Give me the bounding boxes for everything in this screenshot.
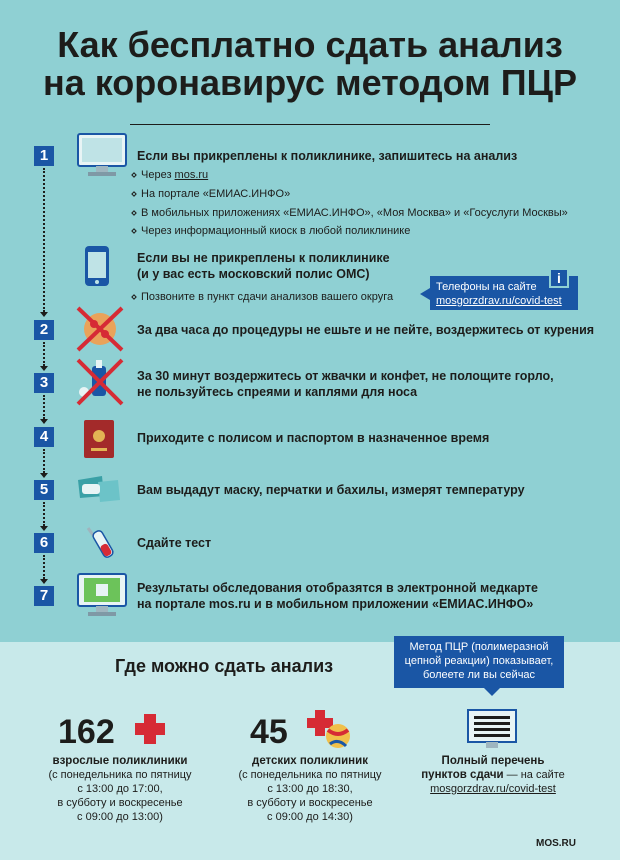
child-hours: с 13:00 до 18:30, bbox=[267, 783, 353, 795]
heading-line: (и у вас есть московский полис ОМС) bbox=[137, 267, 370, 281]
step-connector bbox=[43, 449, 45, 473]
step-3-heading bbox=[137, 368, 554, 400]
step-1-bullet bbox=[131, 187, 290, 201]
bullet-text: Позвоните в пункт сдачи анализов вашего округа bbox=[141, 291, 394, 303]
arrow-down-icon bbox=[40, 473, 48, 478]
where-heading: Где можно сдать анализ bbox=[115, 656, 334, 676]
step-number-2: 2 bbox=[34, 320, 54, 340]
bullet-text: На портале «ЕМИАС.ИНФО» bbox=[141, 188, 291, 200]
heading-line: Результаты обследования отобразятся в электронной медкарте bbox=[137, 581, 538, 595]
child-hours: (с понедельника по пятницу bbox=[238, 769, 382, 781]
arrow-down-icon bbox=[40, 419, 48, 424]
not-attached-heading bbox=[137, 250, 390, 282]
computer-monitor-icon bbox=[74, 130, 130, 178]
adult-hours: с 13:00 до 17:00, bbox=[77, 783, 163, 795]
bullet-icon bbox=[131, 172, 137, 178]
step-2-heading: За два часа до процедуры не ешьте и не пейте, воздержитесь от курения bbox=[137, 323, 595, 337]
test-tube-icon bbox=[80, 522, 120, 564]
bullet-icon bbox=[131, 294, 137, 300]
step-1-bullet bbox=[131, 224, 410, 238]
step-number-7: 7 bbox=[34, 586, 54, 606]
child-count: 45 bbox=[250, 713, 288, 751]
step-6-heading: Сдайте тест bbox=[137, 536, 212, 550]
mask-gloves-icon bbox=[70, 466, 124, 510]
page-title bbox=[0, 26, 620, 102]
info-icon: i bbox=[549, 268, 569, 288]
bullet-icon bbox=[131, 210, 137, 216]
no-eating-icon bbox=[72, 304, 128, 354]
adult-hours: (с понедельника по пятницу bbox=[48, 769, 192, 781]
child-hours: в субботу и воскресенье bbox=[247, 797, 373, 809]
arrow-down-icon bbox=[40, 366, 48, 371]
bullet-icon bbox=[131, 228, 137, 234]
bullet-text: В мобильных приложениях «ЕМИАС.ИНФО», «Моя Москва» и «Госуслуги Москвы» bbox=[141, 207, 568, 219]
adult-hours: в субботу и воскресенье bbox=[57, 797, 183, 809]
heading-line: не пользуйтесь спреями и каплями для носа bbox=[137, 385, 418, 399]
step-number-6: 6 bbox=[34, 533, 54, 553]
medical-cross-icon bbox=[133, 712, 167, 746]
full-list-title: Полный перечень bbox=[441, 755, 545, 767]
phones-link[interactable]: mosgorzdrav.ru/covid-test bbox=[436, 295, 562, 307]
arrow-down-icon bbox=[40, 312, 48, 317]
phones-callout-text: Телефоны на сайте bbox=[436, 281, 537, 293]
no-spray-icon bbox=[72, 356, 128, 408]
step-1-bullet bbox=[131, 168, 208, 182]
full-list-info bbox=[400, 754, 586, 796]
medical-record-monitor-icon bbox=[74, 570, 130, 618]
title-line-2: на коронавирус методом ПЦР bbox=[42, 62, 577, 103]
step-connector bbox=[43, 555, 45, 579]
child-info bbox=[210, 754, 410, 824]
step-connector bbox=[43, 395, 45, 419]
adult-label: взрослые поликлиники bbox=[52, 755, 188, 767]
bullet-text: Через bbox=[141, 169, 175, 181]
step-number-5: 5 bbox=[34, 480, 54, 500]
arrow-down-icon bbox=[40, 526, 48, 531]
step-number-3: 3 bbox=[34, 373, 54, 393]
list-document-icon bbox=[462, 708, 522, 750]
passport-icon bbox=[78, 416, 122, 460]
step-connector bbox=[43, 502, 45, 526]
adult-count: 162 bbox=[58, 713, 115, 751]
mos-ru-link[interactable]: mos.ru bbox=[174, 169, 209, 181]
mos-ru-logo: MOS.RU bbox=[536, 838, 576, 849]
full-list-bold: пунктов сдачи bbox=[421, 769, 504, 781]
heading-line: Если вы не прикреплены к поликлинике bbox=[137, 251, 390, 265]
step-number-4: 4 bbox=[34, 427, 54, 447]
bullet-text: Через информационный киоск в любой поликлинике bbox=[141, 225, 411, 237]
heading-line: За 30 минут воздержитесь от жвачки и конфет, не полощите горло, bbox=[137, 369, 554, 383]
bullet-icon bbox=[131, 191, 137, 197]
arrow-down-icon bbox=[40, 579, 48, 584]
child-hours: с 09:00 до 14:30) bbox=[267, 811, 353, 823]
step-1-heading: Если вы прикреплены к поликлинике, запишитесь на анализ bbox=[137, 149, 518, 163]
not-attached-bullet bbox=[131, 290, 393, 304]
adult-hours: с 09:00 до 13:00) bbox=[77, 811, 163, 823]
full-list-text: — на сайте bbox=[503, 769, 565, 781]
full-list-link[interactable]: mosgorzdrav.ru/covid-test bbox=[430, 783, 556, 795]
step-5-heading: Вам выдадут маску, перчатки и бахилы, измерят температуру bbox=[137, 483, 525, 497]
title-line-1: Как бесплатно сдать анализ bbox=[57, 24, 563, 65]
pcr-note: Метод ПЦР (полимеразной цепной реакции) показывает, болеете ли вы сейчас bbox=[394, 636, 564, 688]
step-1-bullet bbox=[131, 206, 568, 220]
child-label: детских поликлиник bbox=[252, 755, 368, 767]
title-divider bbox=[130, 124, 490, 125]
step-number-1: 1 bbox=[34, 146, 54, 166]
step-4-heading: Приходите с полисом и паспортом в назначенное время bbox=[137, 431, 490, 445]
heading-line: на портале mos.ru и в мобильном приложении «ЕМИАС.ИНФО» bbox=[137, 597, 534, 611]
step-connector bbox=[43, 168, 45, 312]
cross-and-ball-icon bbox=[304, 708, 354, 752]
smartphone-icon bbox=[82, 244, 112, 288]
step-connector bbox=[43, 342, 45, 366]
step-7-heading bbox=[137, 580, 538, 612]
adult-info bbox=[20, 754, 220, 824]
